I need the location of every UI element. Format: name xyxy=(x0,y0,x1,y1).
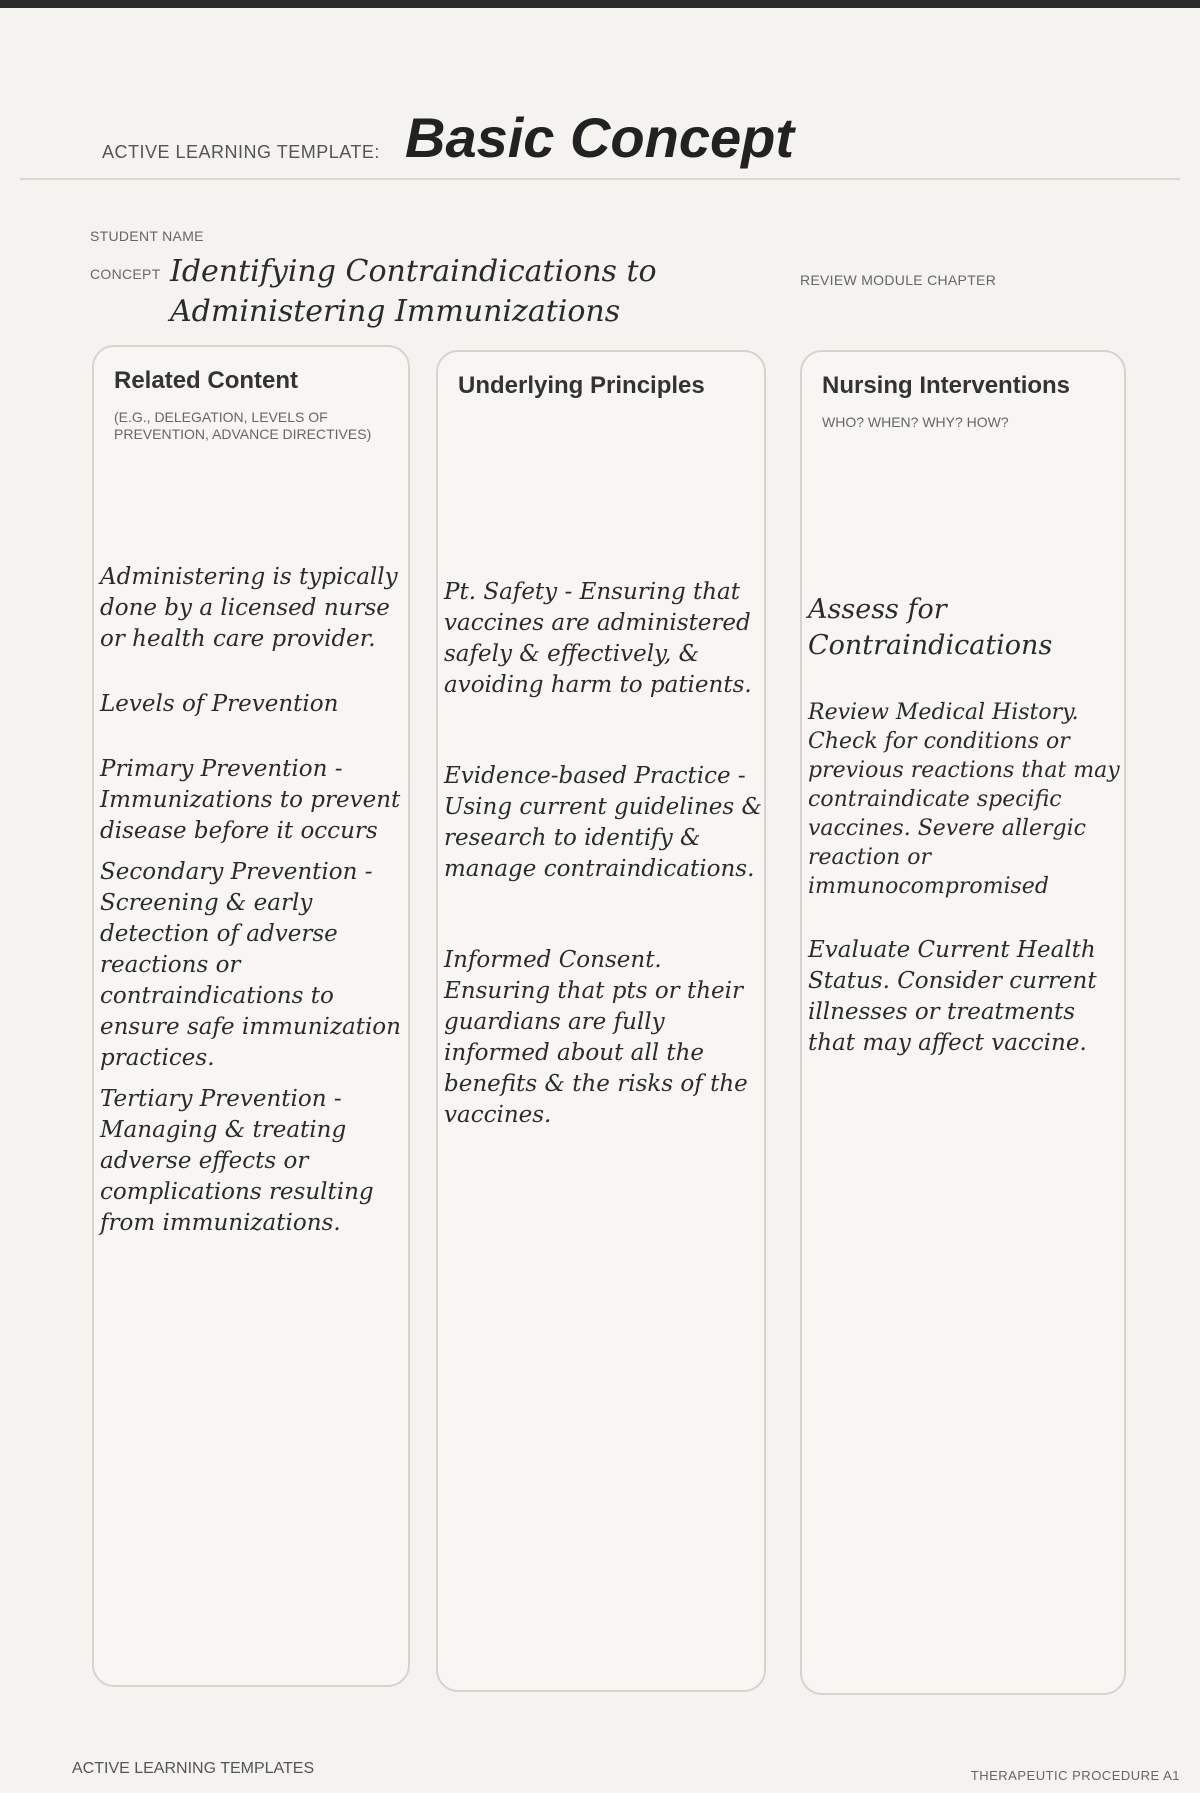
student-name-label: STUDENT NAME xyxy=(90,228,204,244)
related-content-paragraph: Levels of Prevention xyxy=(100,691,339,717)
nursing-interventions-body xyxy=(808,592,1122,1093)
underlying-principles-column xyxy=(436,350,766,1692)
related-content-subtitle: (E.G., DELEGATION, LEVELS OF PREVENTION, ADVANCE DIRECTIVES) xyxy=(114,409,372,442)
interventions-paragraph: Assess for Contraindications xyxy=(808,594,1053,661)
nursing-interventions-heading: Nursing Interventions xyxy=(822,372,1071,399)
interventions-paragraph: Evaluate Current Health Status. Consider current illnesses or treatments that may affect vaccine. xyxy=(808,937,1097,1056)
related-content-paragraph: Administering is typically done by a licensed nurse or health care provider. xyxy=(100,564,398,652)
related-content-paragraph: Tertiary Prevention - Managing & treating adverse effects or complications resulting from immunizations. xyxy=(100,1086,374,1236)
principles-paragraph: Pt. Safety - Ensuring that vaccines are administered safely & effectively, & avoiding harm to patients. xyxy=(444,579,752,698)
review-module-label: REVIEW MODULE CHAPTER xyxy=(800,272,997,288)
header-divider xyxy=(20,178,1180,180)
related-content-column xyxy=(92,345,410,1687)
underlying-principles-body xyxy=(444,577,762,1165)
related-content-paragraph: Secondary Prevention - Screening & early detection of adverse reactions or contraindications to ensure safe immunization practices. xyxy=(100,859,401,1071)
related-content-heading: Related Content xyxy=(114,367,299,394)
concept-label: CONCEPT xyxy=(90,266,161,282)
page-title: Basic Concept xyxy=(405,106,794,169)
template-label: ACTIVE LEARNING TEMPLATE: xyxy=(102,142,380,162)
footer-left-label: ACTIVE LEARNING TEMPLATES xyxy=(72,1760,315,1777)
related-content-body xyxy=(100,562,406,1273)
interventions-paragraph: Review Medical History. Check for conditions or previous reactions that may contraindicate specific vaccines. Severe allergic reaction or immunocompromised xyxy=(808,700,1120,899)
nursing-interventions-subtitle: WHO? WHEN? WHY? HOW? xyxy=(822,414,1009,430)
principles-paragraph: Evidence-based Practice - Using current guidelines & research to identify & manage contraindications. xyxy=(444,763,763,882)
related-content-paragraph: Primary Prevention - Immunizations to prevent disease before it occurs xyxy=(100,756,401,844)
underlying-principles-heading: Underlying Principles xyxy=(458,372,705,399)
principles-paragraph: Informed Consent. Ensuring that pts or their guardians are fully informed about all the benefits & the risks of the vaccines. xyxy=(444,947,748,1128)
footer-right-label: THERAPEUTIC PROCEDURE A1 xyxy=(970,1768,1180,1783)
concept-value: Identifying Contraindications to Administering Immunizations xyxy=(170,254,657,329)
nursing-interventions-column xyxy=(800,350,1126,1695)
top-edge xyxy=(0,0,1200,8)
